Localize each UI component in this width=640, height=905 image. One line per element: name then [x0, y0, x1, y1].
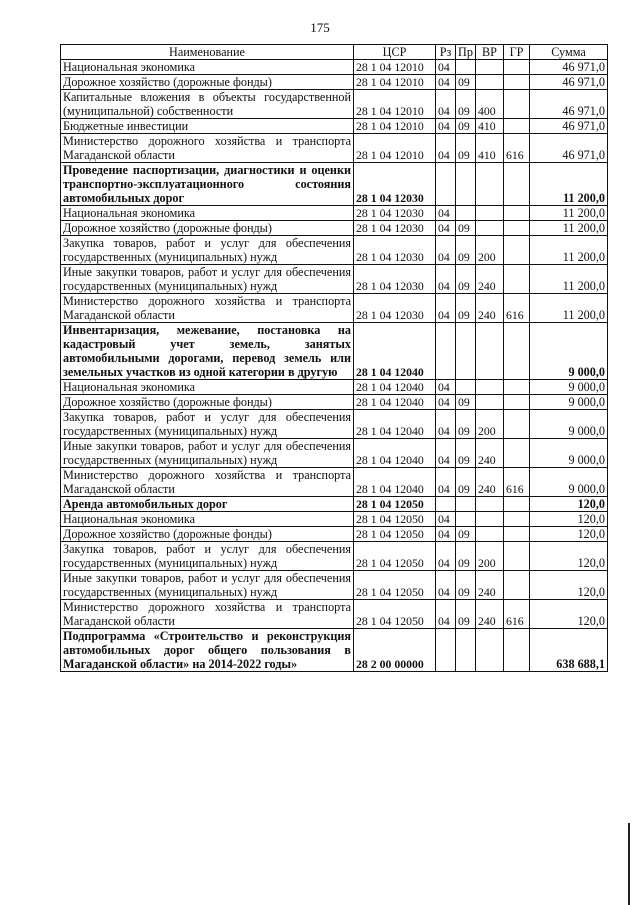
cell-vr — [476, 512, 504, 527]
cell-vr — [476, 163, 504, 206]
cell-rz: 04 — [436, 294, 456, 323]
cell-name: Национальная экономика — [61, 206, 354, 221]
cell-vr: 400 — [476, 90, 504, 119]
cell-gr — [504, 163, 530, 206]
cell-gr — [504, 395, 530, 410]
cell-vr: 200 — [476, 410, 504, 439]
header-pr: Пр — [456, 45, 476, 60]
cell-gr — [504, 221, 530, 236]
cell-gr — [504, 571, 530, 600]
cell-name: Закупка товаров, работ и услуг для обеспечения государственных (муниципальных) нужд — [61, 236, 354, 265]
cell-csr: 28 1 04 12050 — [354, 527, 436, 542]
cell-name: Национальная экономика — [61, 512, 354, 527]
cell-rz: 04 — [436, 600, 456, 629]
cell-rz: 04 — [436, 119, 456, 134]
cell-sum: 11 200,0 — [530, 206, 608, 221]
cell-rz: 04 — [436, 542, 456, 571]
cell-sum: 46 971,0 — [530, 75, 608, 90]
cell-gr: 616 — [504, 600, 530, 629]
cell-csr: 28 1 04 12030 — [354, 206, 436, 221]
cell-pr: 09 — [456, 134, 476, 163]
cell-gr — [504, 527, 530, 542]
header-vr: ВР — [476, 45, 504, 60]
cell-sum: 9 000,0 — [530, 395, 608, 410]
cell-vr — [476, 221, 504, 236]
table-row — [61, 527, 608, 542]
cell-sum: 46 971,0 — [530, 119, 608, 134]
cell-csr: 28 1 04 12050 — [354, 512, 436, 527]
cell-csr: 28 1 04 12040 — [354, 468, 436, 497]
cell-rz: 04 — [436, 527, 456, 542]
cell-pr: 09 — [456, 527, 476, 542]
table-row — [61, 206, 608, 221]
cell-rz: 04 — [436, 134, 456, 163]
table-row — [61, 236, 608, 265]
cell-gr: 616 — [504, 468, 530, 497]
cell-vr — [476, 380, 504, 395]
cell-csr: 28 1 04 12010 — [354, 75, 436, 90]
cell-vr — [476, 527, 504, 542]
cell-pr: 09 — [456, 265, 476, 294]
cell-rz — [436, 163, 456, 206]
cell-sum: 120,0 — [530, 527, 608, 542]
cell-sum: 120,0 — [530, 600, 608, 629]
cell-name: Закупка товаров, работ и услуг для обеспечения государственных (муниципальных) нужд — [61, 410, 354, 439]
budget-table — [60, 44, 608, 672]
cell-sum: 11 200,0 — [530, 163, 608, 206]
cell-gr — [504, 629, 530, 672]
table-row — [61, 380, 608, 395]
cell-sum: 9 000,0 — [530, 410, 608, 439]
cell-name: Дорожное хозяйство (дорожные фонды) — [61, 75, 354, 90]
cell-name: Проведение паспортизации, диагностики и оценки транспортно-эксплуатационного состояния автомобильных дорог — [61, 163, 354, 206]
cell-gr — [504, 542, 530, 571]
cell-pr: 09 — [456, 410, 476, 439]
cell-pr: 09 — [456, 468, 476, 497]
cell-gr — [504, 206, 530, 221]
cell-vr: 240 — [476, 600, 504, 629]
header-rz: Рз — [436, 45, 456, 60]
cell-pr: 09 — [456, 600, 476, 629]
cell-vr: 410 — [476, 119, 504, 134]
cell-vr: 240 — [476, 571, 504, 600]
cell-vr — [476, 323, 504, 380]
table-row — [61, 265, 608, 294]
cell-gr — [504, 265, 530, 294]
cell-pr: 09 — [456, 221, 476, 236]
cell-sum: 46 971,0 — [530, 90, 608, 119]
table-row — [61, 75, 608, 90]
cell-vr: 240 — [476, 265, 504, 294]
cell-vr — [476, 60, 504, 75]
cell-rz: 04 — [436, 90, 456, 119]
cell-csr: 28 1 04 12010 — [354, 60, 436, 75]
table-row — [61, 497, 608, 512]
cell-csr: 28 1 04 12030 — [354, 163, 436, 206]
table-row — [61, 163, 608, 206]
cell-rz: 04 — [436, 236, 456, 265]
cell-sum: 120,0 — [530, 571, 608, 600]
table-row — [61, 410, 608, 439]
cell-csr: 28 1 04 12030 — [354, 294, 436, 323]
cell-name: Дорожное хозяйство (дорожные фонды) — [61, 395, 354, 410]
table-row — [61, 134, 608, 163]
cell-rz — [436, 323, 456, 380]
cell-gr — [504, 380, 530, 395]
cell-gr — [504, 119, 530, 134]
table-row — [61, 294, 608, 323]
cell-rz: 04 — [436, 395, 456, 410]
table-row — [61, 629, 608, 672]
cell-name: Капитальные вложения в объекты государственной (муниципальной) собственности — [61, 90, 354, 119]
cell-rz: 04 — [436, 60, 456, 75]
cell-csr: 28 1 04 12040 — [354, 323, 436, 380]
page-number: 175 — [310, 20, 330, 35]
cell-rz: 04 — [436, 221, 456, 236]
cell-name: Министерство дорожного хозяйства и транспорта Магаданской области — [61, 134, 354, 163]
cell-rz: 04 — [436, 206, 456, 221]
cell-pr — [456, 629, 476, 672]
cell-csr: 28 1 04 12040 — [354, 410, 436, 439]
cell-name: Министерство дорожного хозяйства и транспорта Магаданской области — [61, 600, 354, 629]
cell-csr: 28 1 04 12010 — [354, 119, 436, 134]
cell-csr: 28 1 04 12010 — [354, 90, 436, 119]
table-row — [61, 60, 608, 75]
cell-sum: 9 000,0 — [530, 439, 608, 468]
cell-name: Закупка товаров, работ и услуг для обеспечения государственных (муниципальных) нужд — [61, 542, 354, 571]
cell-gr — [504, 236, 530, 265]
cell-rz — [436, 629, 456, 672]
cell-sum: 9 000,0 — [530, 380, 608, 395]
cell-gr: 616 — [504, 294, 530, 323]
cell-pr: 09 — [456, 75, 476, 90]
cell-csr: 28 1 04 12050 — [354, 542, 436, 571]
cell-csr: 28 1 04 12030 — [354, 265, 436, 294]
header-sum: Сумма — [530, 45, 608, 60]
cell-name: Национальная экономика — [61, 60, 354, 75]
cell-name: Иные закупки товаров, работ и услуг для обеспечения государственных (муниципальных) нужд — [61, 439, 354, 468]
cell-pr — [456, 163, 476, 206]
cell-pr — [456, 60, 476, 75]
cell-sum: 120,0 — [530, 512, 608, 527]
table-row — [61, 571, 608, 600]
cell-pr: 09 — [456, 439, 476, 468]
cell-name: Иные закупки товаров, работ и услуг для обеспечения государственных (муниципальных) нужд — [61, 571, 354, 600]
cell-sum: 46 971,0 — [530, 60, 608, 75]
cell-csr: 28 1 04 12040 — [354, 380, 436, 395]
cell-rz: 04 — [436, 468, 456, 497]
cell-vr: 240 — [476, 468, 504, 497]
cell-sum: 11 200,0 — [530, 265, 608, 294]
cell-rz: 04 — [436, 380, 456, 395]
cell-gr: 616 — [504, 134, 530, 163]
cell-name: Министерство дорожного хозяйства и транспорта Магаданской области — [61, 468, 354, 497]
cell-gr — [504, 497, 530, 512]
cell-rz: 04 — [436, 571, 456, 600]
cell-pr — [456, 323, 476, 380]
cell-vr: 240 — [476, 294, 504, 323]
cell-gr — [504, 60, 530, 75]
cell-pr: 09 — [456, 542, 476, 571]
cell-pr: 09 — [456, 571, 476, 600]
cell-pr: 09 — [456, 294, 476, 323]
cell-sum: 120,0 — [530, 497, 608, 512]
table-body — [61, 60, 608, 672]
cell-name: Аренда автомобильных дорог — [61, 497, 354, 512]
cell-csr: 28 2 00 00000 — [354, 629, 436, 672]
table-row — [61, 119, 608, 134]
cell-csr: 28 1 04 12040 — [354, 439, 436, 468]
cell-name: Дорожное хозяйство (дорожные фонды) — [61, 527, 354, 542]
cell-sum: 11 200,0 — [530, 236, 608, 265]
cell-name: Министерство дорожного хозяйства и транспорта Магаданской области — [61, 294, 354, 323]
cell-pr: 09 — [456, 236, 476, 265]
cell-csr: 28 1 04 12010 — [354, 134, 436, 163]
cell-vr: 200 — [476, 236, 504, 265]
table-row — [61, 323, 608, 380]
cell-name: Иные закупки товаров, работ и услуг для обеспечения государственных (муниципальных) нужд — [61, 265, 354, 294]
header-name: Наименование — [61, 45, 354, 60]
table-header-row — [61, 45, 608, 60]
header-csr: ЦСР — [354, 45, 436, 60]
cell-vr — [476, 75, 504, 90]
cell-name: Дорожное хозяйство (дорожные фонды) — [61, 221, 354, 236]
cell-vr: 200 — [476, 542, 504, 571]
cell-vr — [476, 206, 504, 221]
table-row — [61, 221, 608, 236]
cell-name: Подпрограмма «Строительство и реконструкция автомобильных дорог общего пользования в Магаданской области» на 2014-2022 годы» — [61, 629, 354, 672]
table-row — [61, 468, 608, 497]
cell-rz: 04 — [436, 410, 456, 439]
cell-vr — [476, 629, 504, 672]
table-row — [61, 439, 608, 468]
cell-pr — [456, 497, 476, 512]
cell-csr: 28 1 04 12040 — [354, 395, 436, 410]
cell-pr — [456, 206, 476, 221]
cell-rz — [436, 497, 456, 512]
cell-csr: 28 1 04 12050 — [354, 571, 436, 600]
cell-vr — [476, 395, 504, 410]
table-row — [61, 90, 608, 119]
table-row — [61, 600, 608, 629]
cell-csr: 28 1 04 12050 — [354, 497, 436, 512]
cell-sum: 120,0 — [530, 542, 608, 571]
cell-gr — [504, 512, 530, 527]
cell-sum: 46 971,0 — [530, 134, 608, 163]
cell-sum: 11 200,0 — [530, 221, 608, 236]
cell-vr: 410 — [476, 134, 504, 163]
cell-rz: 04 — [436, 439, 456, 468]
cell-csr: 28 1 04 12030 — [354, 236, 436, 265]
cell-csr: 28 1 04 12030 — [354, 221, 436, 236]
table-row — [61, 512, 608, 527]
header-gr: ГР — [504, 45, 530, 60]
cell-gr — [504, 75, 530, 90]
cell-sum: 11 200,0 — [530, 294, 608, 323]
cell-gr — [504, 410, 530, 439]
cell-sum: 9 000,0 — [530, 323, 608, 380]
cell-pr — [456, 512, 476, 527]
cell-pr: 09 — [456, 90, 476, 119]
scan-edge-line — [628, 823, 630, 905]
cell-name: Инвентаризация, межевание, постановка на кадастровый учет земель, занятых автомобильными дорогами, перевод земель или земельных участков из одной категории в другую — [61, 323, 354, 380]
cell-gr — [504, 439, 530, 468]
cell-rz: 04 — [436, 75, 456, 90]
cell-name: Национальная экономика — [61, 380, 354, 395]
table-row — [61, 395, 608, 410]
cell-vr: 240 — [476, 439, 504, 468]
cell-sum: 9 000,0 — [530, 468, 608, 497]
cell-pr — [456, 380, 476, 395]
cell-name: Бюджетные инвестиции — [61, 119, 354, 134]
cell-sum: 638 688,1 — [530, 629, 608, 672]
cell-rz: 04 — [436, 265, 456, 294]
cell-gr — [504, 90, 530, 119]
cell-csr: 28 1 04 12050 — [354, 600, 436, 629]
cell-gr — [504, 323, 530, 380]
cell-pr: 09 — [456, 119, 476, 134]
table-row — [61, 542, 608, 571]
cell-vr — [476, 497, 504, 512]
cell-pr: 09 — [456, 395, 476, 410]
cell-rz: 04 — [436, 512, 456, 527]
